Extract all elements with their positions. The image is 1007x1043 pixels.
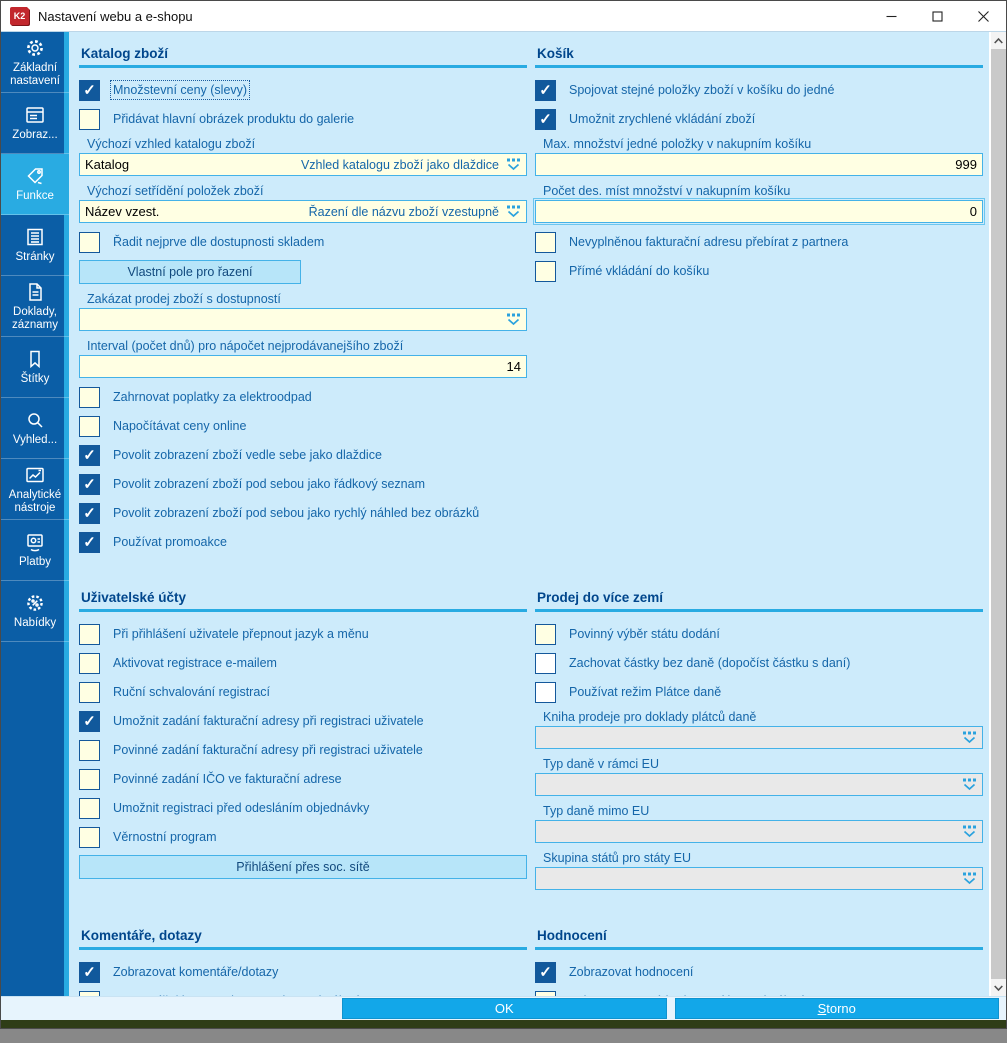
bookmark-icon: [24, 348, 46, 370]
dropdown-icon: [506, 158, 521, 171]
field-label: Výchozí vzhled katalogu zboží: [87, 137, 256, 151]
dialog-footer: [1, 996, 1006, 1020]
check-icon: ✓: [539, 110, 552, 128]
quantity-prices-checkbox[interactable]: [79, 80, 100, 101]
checkbox-label: Povolit zobrazení zboží pod sebou jako řádkový seznam: [113, 477, 425, 491]
online-prices-checkbox[interactable]: [79, 416, 100, 437]
bestseller-interval-field: [79, 339, 527, 378]
input-value: 14: [506, 359, 521, 374]
checkbox-row: [535, 260, 983, 282]
checkbox-row: [79, 710, 527, 732]
storno-button[interactable]: S torno: [675, 998, 1000, 1019]
document-icon: [24, 281, 46, 303]
close-icon: [978, 11, 989, 22]
dropdown-icon: [506, 313, 521, 326]
checkbox-label: Množstevní ceny (slevy): [113, 83, 248, 97]
gallery-image-checkbox[interactable]: [79, 109, 100, 130]
section-title: Prodej do více zemí: [535, 584, 983, 612]
decimal-places-field: [535, 184, 983, 223]
delivery-state-required-checkbox[interactable]: [535, 624, 556, 645]
checkbox-row: [79, 502, 527, 524]
sidebar-item-zakladni-nastaveni[interactable]: [1, 32, 69, 93]
sidebar-item-label: Štítky: [20, 373, 50, 386]
scrollbar-thumb[interactable]: [991, 49, 1006, 979]
field-label: Skupina států pro státy EU: [543, 851, 691, 865]
checkbox-row: [79, 681, 527, 703]
sidebar-item-label: Platby: [19, 556, 51, 569]
sales-book-field: [535, 710, 983, 749]
scroll-down-button[interactable]: [991, 979, 1006, 996]
pages-icon: [24, 226, 46, 248]
check-icon: ✓: [83, 475, 96, 493]
checkbox-label: Řadit nejprve dle dostupnosti skladem: [113, 235, 325, 249]
combo-value: Katalog: [85, 157, 130, 172]
gear-icon: [24, 37, 46, 59]
field-label: Výchozí setřídění položek zboží: [87, 184, 264, 198]
reg-before-order-checkbox[interactable]: [79, 798, 100, 819]
section-title: Hodnocení: [535, 922, 983, 950]
checkbox-label: Napočítávat ceny online: [113, 419, 247, 433]
sidebar-item-funkce[interactable]: [1, 154, 69, 215]
field-label: Typ daně mimo EU: [543, 804, 650, 818]
catalog-look-combo[interactable]: [79, 153, 527, 176]
close-button[interactable]: [960, 1, 1006, 32]
billing-required-checkbox[interactable]: [79, 740, 100, 761]
forbid-sale-field: [79, 292, 527, 331]
checkbox-row: [79, 739, 527, 761]
field-label: Kniha prodeje pro doklady plátců daně: [543, 710, 757, 724]
merge-items-checkbox[interactable]: [535, 80, 556, 101]
loyalty-program-checkbox[interactable]: [79, 827, 100, 848]
checkbox-row: [79, 531, 527, 553]
manual-approval-checkbox[interactable]: [79, 682, 100, 703]
title-bar: [1, 1, 1006, 32]
vertical-scrollbar[interactable]: [989, 32, 1006, 996]
checkbox-label: Zahrnovat poplatky za elektroodpad: [113, 390, 312, 404]
checkbox-label: Nevyplněnou fakturační adresu přebírat z partnera: [569, 235, 849, 249]
default-sort-field: [79, 184, 527, 223]
checkbox-row: [79, 797, 527, 819]
tax-type-eu-combo[interactable]: [535, 773, 983, 796]
sidebar-item-nabidky[interactable]: [1, 581, 69, 642]
checkbox-label: Přímé vkládání do košíku: [569, 264, 710, 278]
checkbox-label: Používat režim Plátce daně: [569, 685, 722, 699]
check-icon: ✓: [83, 712, 96, 730]
section-kosik: [535, 40, 983, 289]
sidebar-item-zobrazeni[interactable]: [1, 93, 69, 154]
vat-payer-mode-checkbox[interactable]: [535, 682, 556, 703]
checkbox-row: [79, 231, 527, 253]
main-area: [1, 32, 1006, 996]
window-bottom-border: [1, 1020, 1006, 1028]
electro-fees-checkbox[interactable]: [79, 387, 100, 408]
checkbox-label: Povinné zadání fakturační adresy při registraci uživatele: [113, 743, 423, 757]
sidebar: [1, 32, 69, 996]
promo-checkbox[interactable]: [79, 532, 100, 553]
bestseller-interval-input[interactable]: [79, 355, 527, 378]
checkbox-row: [535, 231, 983, 253]
checkbox-label: Umožnit registraci před odesláním objednávky: [113, 801, 370, 815]
checkbox-row: [79, 623, 527, 645]
input-value: 999: [955, 157, 977, 172]
sidebar-item-label: Vyhled...: [12, 434, 58, 447]
switch-language-checkbox[interactable]: [79, 624, 100, 645]
section-title: Katalog zboží: [79, 40, 527, 68]
field-label: Max. množství jedné položky v nakupním košíku: [543, 137, 812, 151]
checkbox-label: Povinné zadání IČO ve fakturační adrese: [113, 772, 342, 786]
check-icon: ✓: [83, 446, 96, 464]
checkbox-label: Při přihlášení uživatele přepnout jazyk a měnu: [113, 627, 369, 641]
checkbox-label: Umožnit zrychlené vkládání zboží: [569, 112, 756, 126]
dropdown-icon: [506, 205, 521, 218]
checkbox-label: Povinný výběr státu dodání: [569, 627, 720, 641]
sidebar-item-label: Analytické nástroje: [8, 488, 62, 514]
keep-net-amounts-checkbox[interactable]: [535, 653, 556, 674]
checkbox-row: [535, 961, 983, 983]
k2-logo-icon: K2: [10, 7, 29, 25]
checkbox-label: Aktivovat registrace e-mailem: [113, 656, 277, 670]
check-icon: ✓: [83, 963, 96, 981]
forbid-sale-combo[interactable]: [79, 308, 527, 331]
checkbox-row: [79, 768, 527, 790]
checkbox-label: Spojovat stejné položky zboží v košíku do jedné: [569, 83, 835, 97]
section-uzivatelske-ucty: [79, 584, 527, 887]
show-ratings-checkbox[interactable]: [535, 962, 556, 983]
checkbox-row: [79, 961, 527, 983]
combo-value: Název vzest.: [85, 204, 160, 219]
field-label: Počet des. míst množství v nakupním košíku: [543, 184, 791, 198]
default-sort-combo[interactable]: [79, 200, 527, 223]
tax-type-non-eu-field: [535, 804, 983, 843]
direct-add-checkbox[interactable]: [535, 261, 556, 282]
decimal-places-input[interactable]: [535, 200, 983, 223]
sidebar-item-doklady-zaznamy[interactable]: [1, 276, 69, 337]
section-title: Uživatelské účty: [79, 584, 527, 612]
checkbox-row: [79, 444, 527, 466]
tax-type-non-eu-combo[interactable]: [535, 820, 983, 843]
checkbox-label: Zobrazovat hodnocení: [569, 965, 694, 979]
section-title: Komentáře, dotazy: [79, 922, 527, 950]
dropdown-icon: [962, 825, 977, 838]
sidebar-item-label: Funkce: [16, 190, 54, 203]
checkbox-label: Ruční schvalování registrací: [113, 685, 271, 699]
view-quick-checkbox[interactable]: [79, 503, 100, 524]
checkbox-row: [79, 79, 527, 101]
tag-icon: [24, 165, 46, 187]
analytics-icon: [24, 464, 46, 486]
minimize-button[interactable]: [868, 1, 914, 32]
sidebar-item-stitky[interactable]: [1, 337, 69, 398]
input-value: 0: [969, 204, 977, 219]
maximize-button[interactable]: [914, 1, 960, 32]
sort-stock-first-checkbox[interactable]: [79, 232, 100, 253]
checkbox-row: [79, 386, 527, 408]
sidebar-item-label: Nabídky: [13, 617, 57, 630]
chevron-down-icon: [994, 985, 1003, 991]
sidebar-item-label: Zobraz...: [12, 129, 58, 142]
scroll-up-button[interactable]: [991, 32, 1006, 49]
dropdown-icon: [962, 731, 977, 744]
field-label: Typ daně v rámci EU: [543, 757, 660, 771]
checkbox-row: [535, 623, 983, 645]
payments-icon: [24, 531, 46, 553]
social-login-button[interactable]: Přihlášení přes soc. sítě: [79, 855, 527, 879]
ok-button[interactable]: OK: [342, 998, 667, 1019]
max-quantity-field: [535, 137, 983, 176]
sidebar-item-label: Stránky: [15, 251, 55, 264]
sidebar-item-label: Doklady, záznamy: [11, 305, 59, 331]
checkbox-row: [79, 652, 527, 674]
sales-book-combo[interactable]: [535, 726, 983, 749]
chevron-up-icon: [994, 38, 1003, 44]
field-label: Zakázat prodej zboží s dostupností: [87, 292, 281, 306]
search-icon: [24, 409, 46, 431]
custom-sort-fields-button[interactable]: Vlastní pole pro řazení: [79, 260, 301, 284]
checkbox-row: [79, 473, 527, 495]
checkbox-row: [535, 79, 983, 101]
checkbox-row: [79, 415, 527, 437]
checkbox-label: Povolit zobrazení zboží vedle sebe jako dlaždice: [113, 448, 382, 462]
checkbox-label: Zobrazovat komentáře/dotazy: [113, 965, 279, 979]
view-rows-checkbox[interactable]: [79, 474, 100, 495]
checkbox-row: [535, 652, 983, 674]
checkbox-label: Umožnit zadání fakturační adresy při registraci uživatele: [113, 714, 424, 728]
sidebar-item-analyticke-nastroje[interactable]: [1, 459, 69, 520]
catalog-look-field: [79, 137, 527, 176]
sidebar-item-stranky[interactable]: [1, 215, 69, 276]
checkbox-label: Věrnostní program: [113, 830, 217, 844]
minimize-icon: [886, 11, 897, 22]
billing-on-reg-checkbox[interactable]: [79, 711, 100, 732]
checkbox-row: [535, 681, 983, 703]
checkbox-label: Přidávat hlavní obrázek produktu do galerie: [113, 112, 355, 126]
maximize-icon: [932, 11, 943, 22]
sidebar-item-label: Základní nastavení: [10, 61, 60, 87]
sidebar-item-platby[interactable]: [1, 520, 69, 581]
settings-content: [69, 32, 989, 996]
offers-icon: [24, 592, 46, 614]
combo-hint: Řazení dle názvu zboží vzestupně: [308, 204, 499, 219]
check-icon: ✓: [539, 963, 552, 981]
check-icon: ✓: [83, 533, 96, 551]
eu-state-group-combo[interactable]: [535, 867, 983, 890]
window-title: Nastavení webu a e-shopu: [38, 8, 193, 24]
checkbox-label: Povolit zobrazení zboží pod sebou jako rychlý náhled bez obrázků: [113, 506, 480, 520]
window-controls: [868, 1, 1006, 32]
check-icon: ✓: [83, 504, 96, 522]
view-tiles-checkbox[interactable]: [79, 445, 100, 466]
dropdown-icon: [962, 778, 977, 791]
section-title: Košík: [535, 40, 983, 68]
check-icon: ✓: [539, 81, 552, 99]
email-activation-checkbox[interactable]: [79, 653, 100, 674]
sidebar-item-vyhledavani[interactable]: [1, 398, 69, 459]
display-icon: [24, 104, 46, 126]
checkbox-row: [79, 108, 527, 130]
quick-add-checkbox[interactable]: [535, 109, 556, 130]
max-quantity-input[interactable]: [535, 153, 983, 176]
ico-required-checkbox[interactable]: [79, 769, 100, 790]
section-prodej-do-vice-zemi: [535, 584, 983, 898]
combo-hint: Vzhled katalogu zboží jako dlaždice: [300, 157, 499, 172]
tax-type-eu-field: [535, 757, 983, 796]
check-icon: ✓: [83, 81, 96, 99]
billing-from-partner-checkbox[interactable]: [535, 232, 556, 253]
show-comments-checkbox[interactable]: [79, 962, 100, 983]
field-label: Interval (počet dnů) pro nápočet nejprodávanejšího zboží: [87, 339, 404, 353]
checkbox-label: Používat promoakce: [113, 535, 227, 549]
checkbox-row: [535, 108, 983, 130]
dropdown-icon: [962, 872, 977, 885]
checkbox-label: Zachovat částky bez daně (dopočíst částku s daní): [569, 656, 851, 670]
eu-state-group-field: [535, 851, 983, 890]
checkbox-row: [79, 826, 527, 848]
section-katalog-zbozi: [79, 40, 527, 560]
